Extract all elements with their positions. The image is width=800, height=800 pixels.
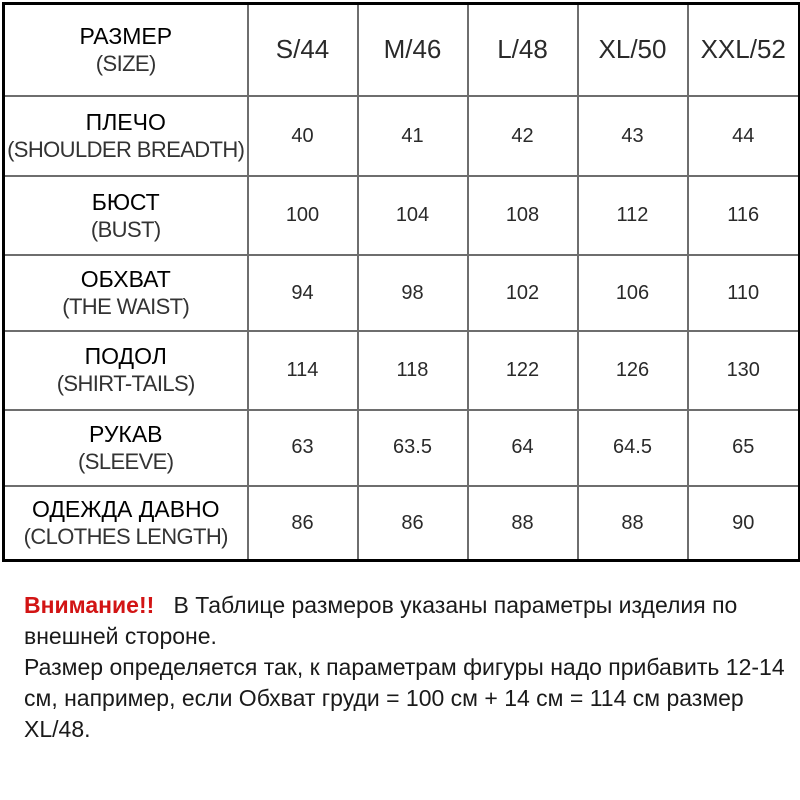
row-label-ru: ПЛЕЧО [85,109,166,136]
notice-paragraph-2: Размер определяется так, к параметрам фигуры надо прибавить 12-14 см, например, если Обхват груди = 100 см + 14 см = 114 см размер XL/48. [24,654,785,742]
row-label-cell [4,176,248,254]
row-label-ru: ПОДОЛ [84,343,167,370]
row-label-en: (SLEEVE) [78,448,174,474]
value-cell: 86 [358,486,468,560]
row-label-cell [4,331,248,409]
value-cell: 118 [358,331,468,409]
value-cell: 114 [248,331,358,409]
value-cell: 63.5 [358,410,468,486]
table-row [4,410,800,486]
row-label-en: (BUST) [90,216,161,242]
value-cell: 126 [578,331,688,409]
value-cell: 102 [468,255,578,331]
row-label-ru: БЮСТ [91,188,160,215]
value-cell: 64 [468,410,578,486]
row-label-cell [4,255,248,331]
size-chart-table [2,2,800,562]
value-cell: 116 [688,176,800,254]
table-row [4,331,800,409]
value-cell: 106 [578,255,688,331]
value-cell: 63 [248,410,358,486]
row-label-cell [4,96,248,176]
value-cell: 108 [468,176,578,254]
size-header-xl: XL/50 [578,4,688,96]
size-header-m: M/46 [358,4,468,96]
value-cell: 41 [358,96,468,176]
value-cell: 44 [688,96,800,176]
header-row [4,4,800,96]
notice-title: Внимание!! [24,592,155,618]
row-label-ru: ОДЕЖДА ДАВНО [31,496,220,523]
notice-paragraph-1 [24,590,794,652]
row-label-ru: РУКАВ [88,420,163,447]
row-label-en: (CLOTHES LENGTH) [23,524,228,550]
size-header-xxl: XXL/52 [688,4,800,96]
value-cell: 88 [468,486,578,560]
size-header-l: L/48 [468,4,578,96]
size-header-s: S/44 [248,4,358,96]
value-cell: 90 [688,486,800,560]
value-cell: 130 [688,331,800,409]
header-label-cell [4,4,248,96]
value-cell: 100 [248,176,358,254]
value-cell: 42 [468,96,578,176]
table-row [4,176,800,254]
value-cell: 110 [688,255,800,331]
value-cell: 94 [248,255,358,331]
value-cell: 122 [468,331,578,409]
value-cell: 43 [578,96,688,176]
value-cell: 98 [358,255,468,331]
header-label-en: (SIZE) [95,50,156,76]
value-cell: 86 [248,486,358,560]
table-row [4,486,800,560]
row-label-ru: ОБХВАТ [80,266,171,293]
row-label-en: (SHOULDER BREADTH) [7,137,245,163]
table-row [4,255,800,331]
row-label-cell [4,486,248,560]
value-cell: 64.5 [578,410,688,486]
value-cell: 112 [578,176,688,254]
value-cell: 65 [688,410,800,486]
value-cell: 40 [248,96,358,176]
table-row [4,96,800,176]
size-notice [24,590,794,745]
header-label-ru: РАЗМЕР [79,22,173,49]
notice-line-1: В Таблице размеров указаны параметры изделия по внешней стороне. [24,592,738,649]
row-label-en: (THE WAIST) [62,294,190,320]
row-label-en: (SHIRT-TAILS) [56,371,195,397]
value-cell: 104 [358,176,468,254]
row-label-cell [4,410,248,486]
value-cell: 88 [578,486,688,560]
